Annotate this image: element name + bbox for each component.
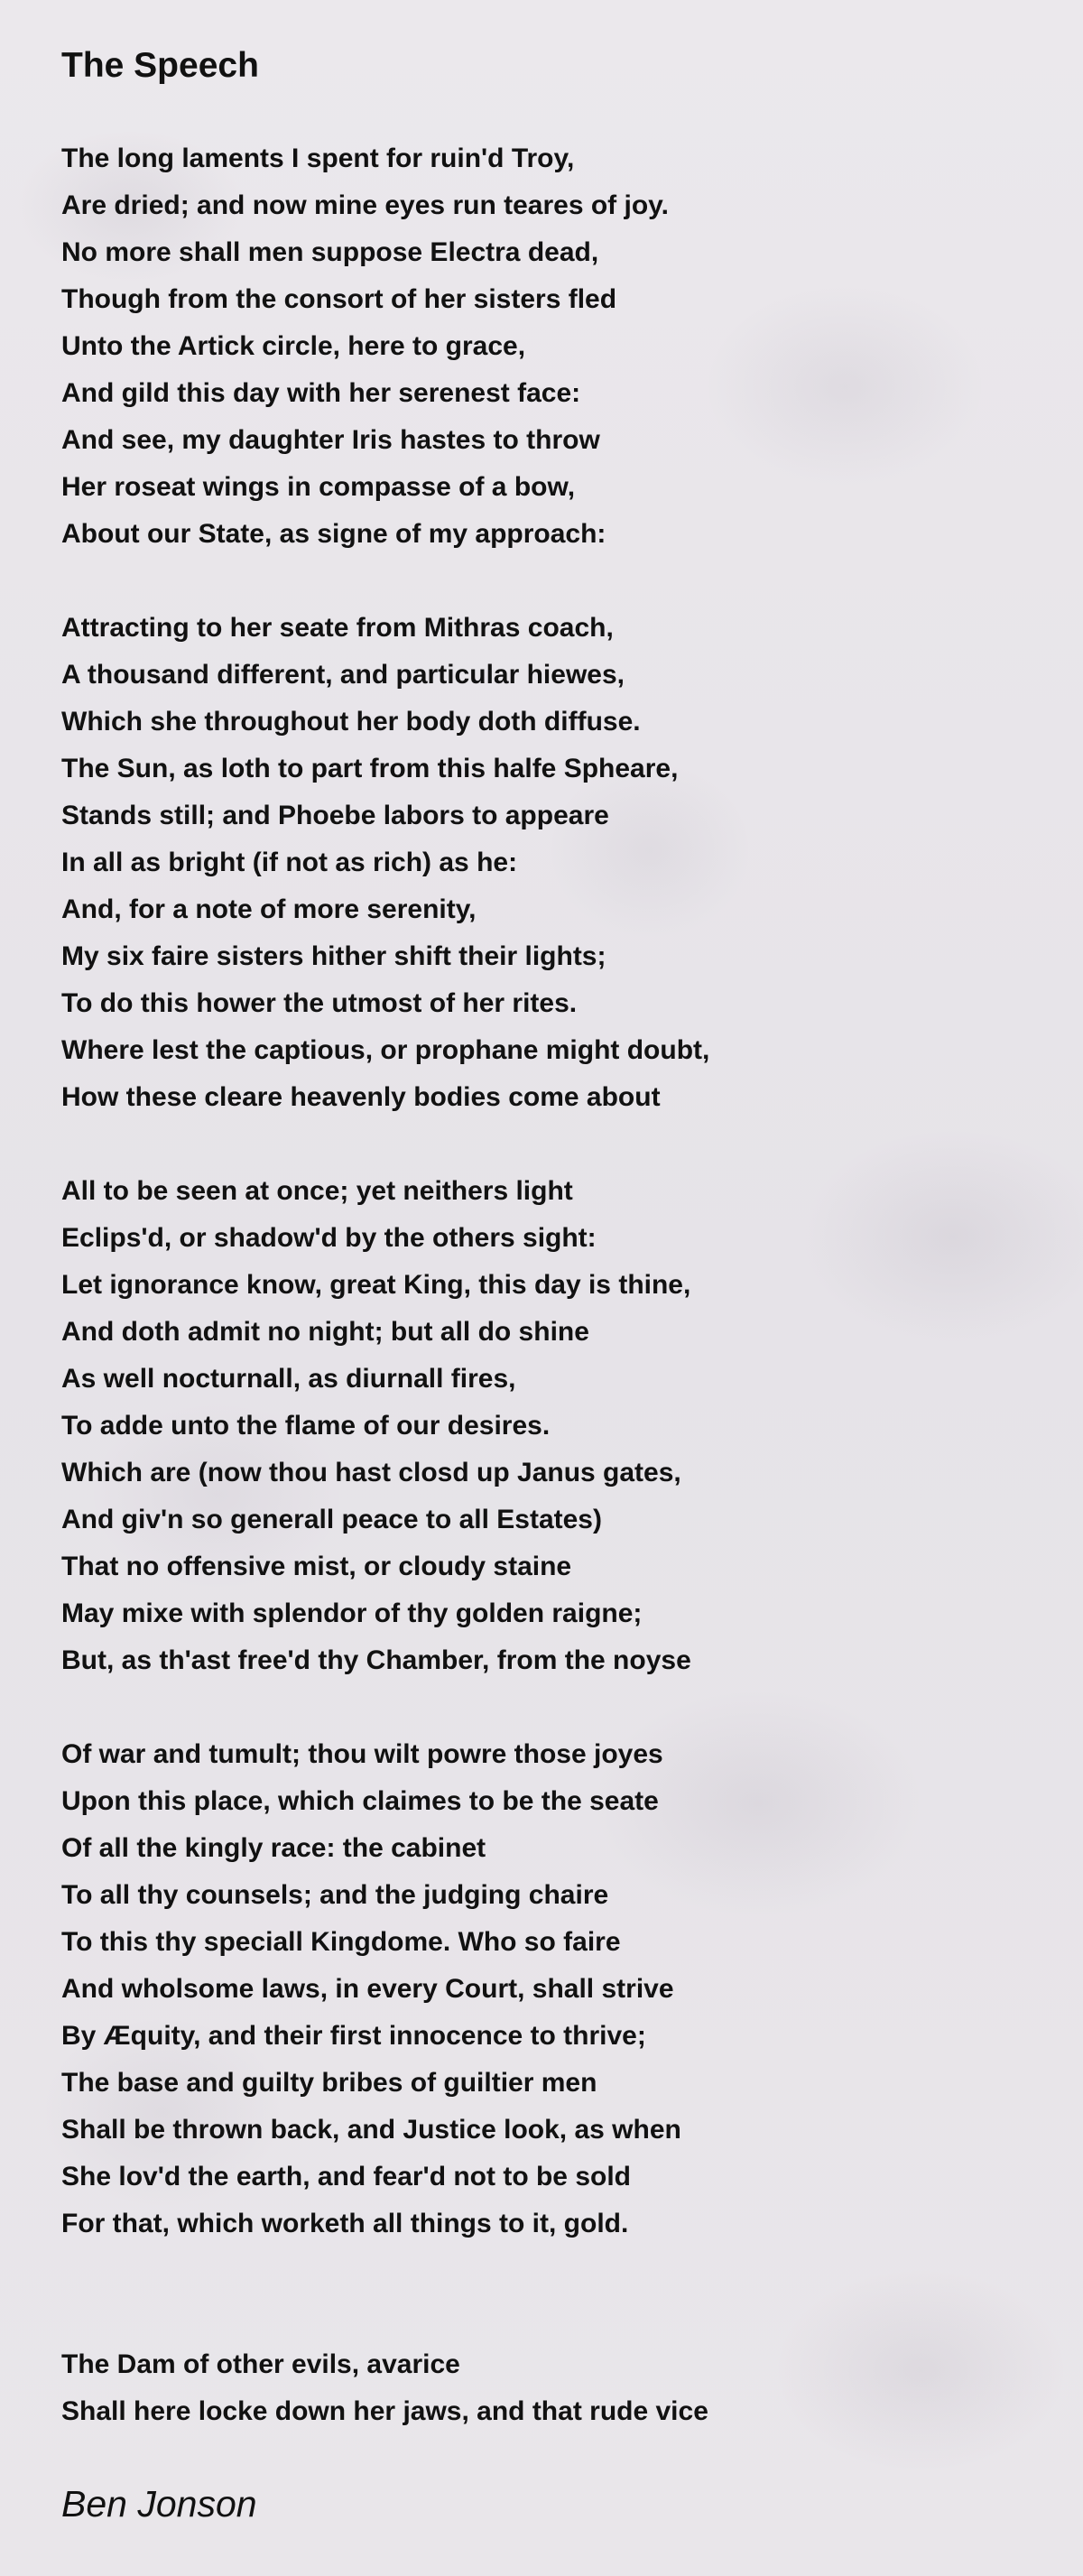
poem-line: She lov'd the earth, and fear'd not to be sold: [61, 2162, 631, 2191]
stanza-5: [61, 2341, 1018, 2435]
stanza-3: [61, 1168, 1018, 1684]
poem-line: The Dam of other evils, avarice: [61, 2349, 460, 2379]
poem-line: My six faire sisters hither shift their lights;: [61, 941, 606, 971]
poem-line: And gild this day with her serenest face:: [61, 378, 581, 408]
poem-line: May mixe with splendor of thy golden raigne;: [61, 1598, 643, 1628]
poem-line: Attracting to her seate from Mithras coach,: [61, 613, 614, 643]
poem-line: Unto the Artick circle, here to grace,: [61, 331, 526, 361]
poem-line: In all as bright (if not as rich) as he:: [61, 848, 518, 877]
poem-line: Her roseat wings in compasse of a bow,: [61, 472, 576, 502]
poem-line: All to be seen at once; yet neithers light: [61, 1176, 573, 1206]
poem-line: Which she throughout her body doth diffuse.: [61, 707, 641, 737]
poem-line: Shall be thrown back, and Justice look, as when: [61, 2115, 681, 2145]
poem-line: Though from the consort of her sisters fled: [61, 284, 617, 314]
stanza-2: [61, 605, 1018, 1121]
poem-line: Stands still; and Phoebe labors to appeare: [61, 801, 609, 830]
poem-line: To this thy speciall Kingdome. Who so faire: [61, 1927, 621, 1957]
poem-line: And see, my daughter Iris hastes to throw: [61, 425, 600, 455]
poem-line: How these cleare heavenly bodies come about: [61, 1082, 661, 1112]
poem-line: Upon this place, which claimes to be the seate: [61, 1786, 659, 1816]
poem-author: Ben Jonson: [61, 2483, 257, 2525]
poem-line: And wholsome laws, in every Court, shall strive: [61, 1974, 674, 2004]
poem-line: The long laments I spent for ruin'd Troy,: [61, 144, 575, 173]
stanza-1: [61, 135, 1018, 558]
poem-title: The Speech: [61, 46, 259, 85]
poem-line: Let ignorance know, great King, this day is thine,: [61, 1270, 691, 1300]
poem-line: Of all the kingly race: the cabinet: [61, 1833, 486, 1863]
stanza-4: [61, 1731, 1018, 2247]
poem-line: Are dried; and now mine eyes run teares of joy.: [61, 190, 669, 220]
poem-line: And, for a note of more serenity,: [61, 894, 477, 924]
poem-body: [61, 135, 1018, 2482]
poem-line: The Sun, as loth to part from this halfe Spheare,: [61, 754, 679, 783]
poem-line: And doth admit no night; but all do shine: [61, 1317, 589, 1347]
poem-line: To adde unto the flame of our desires.: [61, 1411, 551, 1441]
poem-line: As well nocturnall, as diurnall fires,: [61, 1364, 516, 1394]
poem-line: Where lest the captious, or prophane might doubt,: [61, 1035, 710, 1065]
poem-line: Eclips'd, or shadow'd by the others sight:: [61, 1223, 597, 1253]
poem-line: For that, which worketh all things to it, gold.: [61, 2209, 629, 2238]
poem-line: Shall here locke down her jaws, and that rude vice: [61, 2396, 708, 2426]
poem-line: No more shall men suppose Electra dead,: [61, 237, 599, 267]
poem-line: By Æquity, and their first innocence to thrive;: [61, 2021, 646, 2051]
poem-line: Of war and tumult; thou wilt powre those joyes: [61, 1739, 663, 1769]
poem-line: To all thy counsels; and the judging chaire: [61, 1880, 609, 1910]
poem-line: That no offensive mist, or cloudy staine: [61, 1552, 572, 1581]
poem-line: And giv'n so generall peace to all Estates): [61, 1505, 602, 1534]
poem-line: Which are (now thou hast closd up Janus gates,: [61, 1458, 681, 1487]
poem-line: About our State, as signe of my approach:: [61, 519, 606, 549]
poem-line: To do this hower the utmost of her rites.: [61, 988, 578, 1018]
poem-line: But, as th'ast free'd thy Chamber, from the noyse: [61, 1645, 691, 1675]
poem-line: A thousand different, and particular hiewes,: [61, 660, 625, 690]
poem-line: The base and guilty bribes of guiltier men: [61, 2068, 597, 2098]
